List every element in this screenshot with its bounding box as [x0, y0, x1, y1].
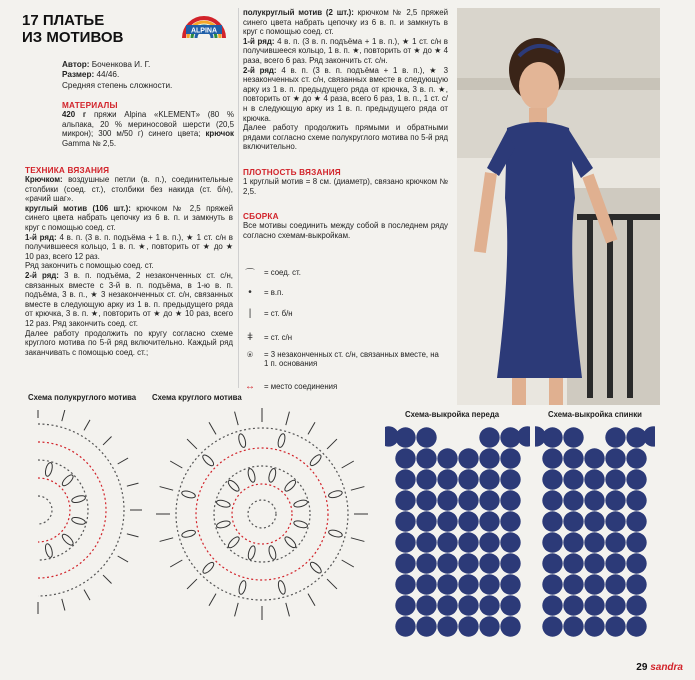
density-section [243, 168, 448, 196]
round-cluster [216, 520, 231, 529]
author: Боченкова И. Г. [91, 60, 151, 69]
motif-circle [563, 427, 583, 447]
row1-label: 1-й ряд: [25, 232, 57, 242]
motif-circle [458, 448, 478, 468]
motif-circle [563, 448, 583, 468]
motif-circle [584, 532, 604, 552]
row2-label: 2-й ряд: [25, 270, 59, 280]
motif-circle [479, 574, 499, 594]
motif-circle [584, 448, 604, 468]
motif-circle [563, 511, 583, 531]
author-label: Автор: [62, 60, 90, 69]
double-crochet-symbol-icon: ǂ [247, 331, 253, 343]
row2-text: 3 в. п. подъёма, 2 незаконченных ст. с/н, связанных вместе с 3-й в. п. подъёма, в 1-ю в. п. подъёма, 3 в. п., ★ 3 незаконченных ст. с/н, связанных вместе в следующую арку из 1 в. п. предыдущего ряда от крючка, 3 в. п. ★, повторить от ★ до ★ 10 раз, всего 12 раз. Ряд закончить соед. ст. [25, 270, 233, 328]
materials-section [62, 101, 234, 148]
motif-circle [605, 595, 625, 615]
round-ring [196, 448, 328, 580]
motif-circle [500, 595, 520, 615]
round-cluster [227, 535, 241, 549]
motif-circle [458, 469, 478, 489]
alpina-logo [180, 10, 228, 54]
round-join-arrow [327, 439, 337, 449]
round-join-arrow [286, 412, 290, 426]
motif-circle [626, 490, 646, 510]
semi-chart-title: Схема полукруглого мотива [28, 393, 137, 402]
motif-circle [605, 574, 625, 594]
motif-circle [437, 595, 457, 615]
motif-circle [542, 511, 562, 531]
motif-circle [626, 532, 646, 552]
legend-item [236, 376, 446, 396]
materials-desc: пряжи Alpina «KLEMENT» (80 % альпака, 20 % мериносовой шерсти (20,5 микрон); 300 м/50 г) синего цвета; [62, 110, 234, 139]
round-chart-title: Схема круглого мотива [152, 393, 242, 402]
motif-circle [395, 511, 415, 531]
round-cluster [277, 433, 286, 448]
motif-circle [626, 469, 646, 489]
materials-hook: Gamma № 2,5. [62, 138, 117, 148]
page-footer [636, 662, 683, 673]
semi-join-arrow [103, 575, 111, 583]
page-title [22, 12, 182, 46]
motif-circle [500, 448, 520, 468]
semi-cluster [44, 543, 53, 558]
legend-text: = ст. с/н [264, 332, 293, 342]
motif-circle [395, 553, 415, 573]
sleeve-motif-circle [517, 426, 530, 446]
back-pattern-chart [535, 422, 655, 647]
motif-circle [605, 448, 625, 468]
round-cluster [283, 479, 297, 493]
round-join-arrow [160, 487, 174, 491]
motif-circle [416, 595, 436, 615]
semi-cluster [71, 516, 86, 525]
motif-circle [437, 511, 457, 531]
semi-join-arrow [62, 599, 65, 611]
assembly-heading: СБОРКА [243, 212, 279, 221]
legend-item [236, 324, 446, 350]
round-join-arrow [308, 594, 315, 606]
motif-circle [416, 490, 436, 510]
motif-circle [395, 532, 415, 552]
motif-circle [395, 469, 415, 489]
motif-circle [542, 616, 562, 636]
page-number: 29 [636, 662, 648, 673]
motif-circle [605, 427, 625, 447]
motif-circle [500, 616, 520, 636]
round-join-arrow [286, 603, 290, 617]
meta-block [62, 60, 237, 91]
legend-item [236, 302, 446, 324]
round-cluster [328, 529, 343, 538]
semi-join-arrow [118, 458, 128, 464]
back-chart-title: Схема-выкройка спинки [548, 410, 642, 419]
density-text: 1 круглый мотив = 8 см. (диаметр), связано крючком № 2,5. [243, 177, 448, 196]
round-cluster [277, 580, 286, 595]
motif-circle [416, 448, 436, 468]
legend-text: = 3 незаконченных ст. с/н, связанных вместе, на 1 п. основания [264, 350, 439, 368]
motif-circle [437, 553, 457, 573]
motif-circle [416, 469, 436, 489]
round-ring [214, 466, 310, 562]
motif-circle [584, 616, 604, 636]
motif-circle [500, 490, 520, 510]
legend-item [236, 282, 446, 302]
motif-circle [458, 616, 478, 636]
motif-circle [542, 553, 562, 573]
round-cluster [268, 468, 277, 483]
size: 44/46. [96, 70, 120, 80]
semi-join-arrow [84, 590, 90, 600]
round-ring [176, 428, 348, 600]
motif-circle [626, 553, 646, 573]
round-cluster [268, 545, 277, 560]
motif-circle [605, 511, 625, 531]
motif-circle [437, 490, 457, 510]
motif-circle [542, 574, 562, 594]
legend-item [236, 350, 446, 376]
motif-circle [416, 616, 436, 636]
motif-circle [416, 427, 436, 447]
motif-circle [479, 469, 499, 489]
semi-ring [38, 424, 124, 596]
round-cluster [237, 433, 246, 448]
sleeve-motif-circle [385, 426, 399, 446]
round-join-arrow [351, 538, 365, 542]
assembly-text: Все мотивы соединить между собой в последнем ряду согласно схемам-выкройкам. [243, 221, 448, 240]
difficulty: Средняя степень сложности. [62, 80, 173, 90]
motif-circle [584, 553, 604, 573]
round-join-arrow [342, 560, 354, 567]
motif-circle [563, 469, 583, 489]
round-cluster [328, 489, 343, 498]
front-chart-title: Схема-выкройка переда [405, 410, 500, 419]
motif-circle [605, 490, 625, 510]
materials-amount: 420 г [62, 110, 87, 119]
legend-text: = ст. б/н [264, 308, 293, 318]
semi-join-arrow [127, 534, 139, 537]
technique-continue: Далее работу продолжить по кругу согласно схеме круглого мотива по 5-й ряд включительно. Каждый ряд заканчивать с помощью соед. ст.; [25, 328, 233, 357]
round-join-arrow [160, 538, 174, 542]
semi-join-arrow [103, 436, 111, 444]
motif-circle [605, 616, 625, 636]
technique-round [25, 204, 233, 233]
round-cluster [201, 453, 215, 467]
motif-circle [584, 511, 604, 531]
title-line1: ПЛАТЬЕ [42, 12, 105, 29]
density-heading: ПЛОТНОСТЬ ВЯЗАНИЯ [243, 168, 341, 177]
semi-row2 [243, 66, 448, 124]
round-motif-chart [150, 402, 375, 627]
motif-circle [563, 490, 583, 510]
materials-hook-label: крючок [205, 129, 234, 139]
round-cluster [247, 545, 256, 560]
motif-circle [416, 511, 436, 531]
technique-hook [25, 175, 233, 204]
semi-join-arrow [127, 483, 139, 486]
motif-circle [479, 511, 499, 531]
motif-circle [542, 595, 562, 615]
motif-circle [479, 595, 499, 615]
motif-circle [584, 469, 604, 489]
legend-text: = соед. ст. [264, 267, 301, 277]
motif-circle [500, 469, 520, 489]
motif-circle [437, 616, 457, 636]
materials-heading: МАТЕРИАЛЫ [62, 101, 118, 110]
motif-circle [395, 490, 415, 510]
round-join-arrow [187, 439, 197, 449]
sleeve-motif-circle [535, 426, 546, 446]
dress-photo [457, 8, 660, 405]
motif-circle [563, 616, 583, 636]
round-join-arrow [342, 461, 354, 468]
motif-circle [500, 532, 520, 552]
semi-cluster [44, 462, 53, 477]
round-cluster [227, 479, 241, 493]
semi-ring [38, 478, 70, 542]
motif-circle [563, 553, 583, 573]
motif-circle [416, 532, 436, 552]
motif-circle [479, 427, 499, 447]
legend-item [236, 262, 446, 282]
motif-circle [605, 553, 625, 573]
motif-circle [479, 448, 499, 468]
round-cluster [283, 535, 297, 549]
join-symbol-icon: ↔ [245, 380, 255, 392]
motif-circle [626, 616, 646, 636]
semi-intro [243, 8, 448, 37]
row1-text: 4 в. п. (3 в. п. подъёма + 1 в. п.), ★ 1 ст. с/н в получившееся кольцо, 1 в. п. ★, повторить от ★ до ★ 10 раз, всего 12 раз. [25, 232, 234, 261]
motif-circle [626, 574, 646, 594]
motif-circle [395, 616, 415, 636]
semi-cluster [61, 473, 75, 487]
motif-circle [395, 448, 415, 468]
motif-circle [605, 469, 625, 489]
semi-join-arrow [62, 410, 65, 421]
motif-circle [542, 490, 562, 510]
semi-join-arrow [84, 420, 90, 430]
motif-circle [479, 553, 499, 573]
motif-circle [437, 532, 457, 552]
semi-row2-label: 2-й ряд: [243, 65, 277, 75]
round-cluster [238, 580, 247, 595]
semi-motif-chart [20, 410, 150, 620]
legend-text: = в.п. [264, 287, 284, 297]
title-line2: ИЗ МОТИВОВ [22, 29, 124, 46]
hook-label: Крючком: [25, 175, 63, 184]
legend [236, 262, 446, 396]
motif-circle [458, 574, 478, 594]
semi-row1-text: 4 в. п. (3 в. п. подъёма + 1 в. п.), ★ 1 ст. с/н в получившееся кольцо, 1 в. п. ★, повторить от ★ до ★ 4 раза, всего 6 раз. Ряд закончить ст. с/н. [243, 36, 448, 65]
round-cluster [181, 529, 196, 538]
motif-circle [437, 469, 457, 489]
motif-circle [458, 532, 478, 552]
semi-row1-label: 1-й ряд: [243, 36, 275, 46]
motif-circle [626, 595, 646, 615]
semi-section [243, 8, 448, 152]
technique-row1 [25, 233, 233, 262]
round-ring [232, 484, 292, 544]
round-cluster [293, 520, 308, 529]
motif-circle [416, 574, 436, 594]
motif-circle [563, 532, 583, 552]
round-cluster [309, 561, 323, 575]
round-cluster [309, 453, 323, 467]
motif-circle [563, 574, 583, 594]
round-join-arrow [209, 594, 216, 606]
motif-circle [626, 448, 646, 468]
motif-circle [542, 448, 562, 468]
motif-circle [479, 532, 499, 552]
motif-circle [479, 616, 499, 636]
round-cluster [216, 499, 231, 508]
semi-label: полукруглый мотив (2 шт.): [243, 8, 354, 17]
motif-circle [458, 490, 478, 510]
materials-text [62, 110, 234, 148]
cluster-symbol-icon: ⍟ [247, 350, 253, 361]
motif-circle [542, 469, 562, 489]
round-cluster [201, 561, 215, 575]
round-join-arrow [351, 487, 365, 491]
round-join-arrow [235, 603, 239, 617]
brand-name: sandra [650, 662, 683, 673]
motif-circle [605, 532, 625, 552]
front-pattern-chart [385, 422, 530, 647]
round-text: крючком № 2,5 пряжей синего цвета набрать цепочку из 6 в. п. и замкнуть в круг с помощью соед. ст. [25, 203, 233, 232]
motif-circle [500, 574, 520, 594]
semi-cluster [61, 533, 75, 547]
motif-circle [458, 595, 478, 615]
semi-join-arrow [118, 556, 128, 562]
round-ring [248, 500, 276, 528]
motif-circle [626, 511, 646, 531]
motif-circle [458, 511, 478, 531]
technique-row1-end: Ряд закончить с помощью соед. ст. [25, 261, 154, 271]
svg-text:ALPINA: ALPINA [190, 27, 218, 35]
round-join-arrow [170, 461, 182, 468]
motif-circle [500, 553, 520, 573]
motif-circle [437, 448, 457, 468]
round-cluster [247, 468, 256, 483]
semi-ring [38, 496, 52, 524]
motif-circle [542, 532, 562, 552]
technique-row2 [25, 271, 233, 329]
motif-circle [395, 595, 415, 615]
motif-circle [584, 574, 604, 594]
sleeve-motif-circle [643, 426, 655, 446]
motif-circle [416, 553, 436, 573]
motif-circle [563, 595, 583, 615]
technique-section [25, 166, 233, 357]
dot-symbol-icon: • [248, 286, 252, 298]
round-cluster [293, 499, 308, 508]
hook-text: воздушные петли (в. п.), соединительные столбики (соед. ст.), столбики без накида (ст. б/н), «рачий шаг». [25, 175, 233, 204]
round-cluster [181, 490, 196, 499]
size-label: Размер: [62, 70, 95, 80]
motif-circle [584, 490, 604, 510]
motif-circle [479, 490, 499, 510]
round-join-arrow [209, 422, 216, 434]
round-join-arrow [308, 422, 315, 434]
technique-heading: ТЕХНИКА ВЯЗАНИЯ [25, 166, 110, 175]
motif-circle [500, 511, 520, 531]
round-join-arrow [235, 412, 239, 426]
semi-ring [38, 442, 106, 578]
semi-text: крючком № 2,5 пряжей синего цвета набрать цепочку из 6 в. п. и замкнуть в круг с помощью соед. ст. [243, 8, 449, 37]
round-label: круглый мотив (106 шт.): [25, 203, 131, 213]
semi-continue: Далее работу продолжить прямыми и обратными рядами согласно схеме полукруглого мотива по 5-й ряд включительно. [243, 123, 448, 152]
arch-symbol-icon: ⌒ [245, 268, 255, 280]
title-number: 17 [22, 12, 39, 29]
semi-cluster [71, 494, 86, 503]
motif-circle [584, 595, 604, 615]
single-crochet-symbol-icon: | [248, 307, 252, 319]
round-join-arrow [170, 560, 182, 567]
round-join-arrow [187, 579, 197, 589]
assembly-section [243, 212, 448, 240]
motif-circle [437, 574, 457, 594]
semi-row1 [243, 37, 448, 66]
round-join-arrow [327, 579, 337, 589]
semi-row2-text: 4 в. п. (3 в. п. подъёма + 1 в. п.), ★ 3 незаконченных ст. с/н, связанных вместе в следующую арку из 1 в. п. предыдущего ряда от крючка, 3 в. п. ★, повторить от ★ до ★ 4 раза, всего 6 раз, 1 в. п., 1 ст. с/н в следующую арку из 1 в. п. предыдущего ряда от крючка. [243, 65, 448, 123]
motif-circle [458, 553, 478, 573]
motif-circle [395, 574, 415, 594]
legend-text: = место соединения [264, 381, 338, 391]
